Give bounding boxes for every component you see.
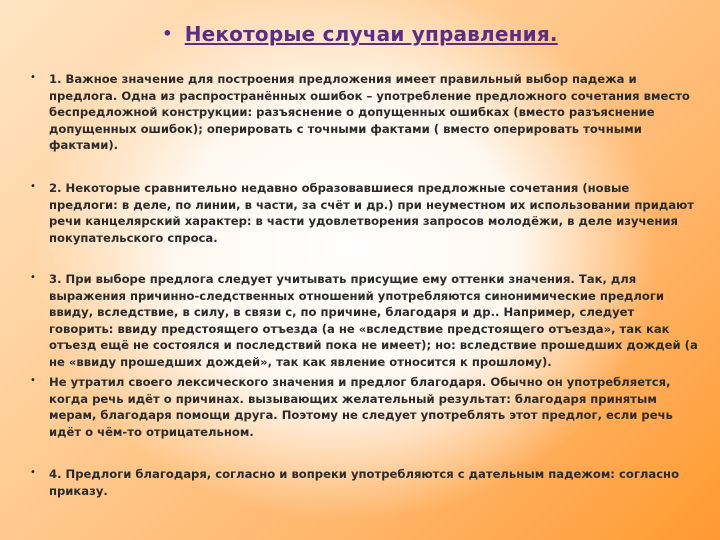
bullet: • <box>30 72 36 83</box>
paragraph-1: 1. Важное значение для построения предложения имеет правильный выбор падежа и предлога. Одна из распространённых ошибок – употребление предложного сочетания вместо беспредложной конструкции: разъяснение о допущенных ошибках (вместо разъяснение допущенных ошибок); оперировать с точными фактами ( вместо оперировать точными фактами). <box>49 72 690 153</box>
bullet: • <box>30 375 36 386</box>
paragraph-2: 2. Некоторые сравнительно недавно образовавшиеся предложные сочетания (новые предлоги: в деле, по линии, в части, за счёт и др.) при неуместном их использовании придают речи канцелярский характер: в части удовлетворения запросов молодёжи, в деле изучения покупательского спроса. <box>49 181 695 245</box>
title-text: Некоторые случаи управления. <box>184 22 558 46</box>
paragraph-5: 4. Предлоги благодаря, согласно и вопреки употребляются с дательным падежом: согласно приказу. <box>49 467 680 498</box>
bullet: • <box>30 181 36 192</box>
title-bullet: • <box>162 24 173 43</box>
bullet: • <box>30 272 36 283</box>
bullet: • <box>30 467 36 478</box>
paragraph-4: Не утратил своего лексического значения и предлог благодаря. Обычно он употребляется, когда речь идёт о причинах. вызывающих желательный результат: благодаря принятым мерам, благодаря помощи друга. Поэтому не следует употреблять этот предлог, если речь идёт о чём-то отрицательном. <box>49 375 673 439</box>
slide-title <box>0 22 720 46</box>
paragraph-3: 3. При выборе предлога следует учитывать присущие ему оттенки значения. Так, для выражения причинно-следственных отношений употребляются синонимические предлоги ввиду, вследствие, в силу, в связи с, по причине, благодаря и др.. Например, следует говорить: ввиду предстоящего отъезда (а не «вследствие предстоящего отъезда», так как отъезд ещё не состоялся и последствий пока не имеет); но: вследствие прошедших дождей (а не «ввиду прошедших дождей», так как явление относится к прошлому). <box>49 272 698 369</box>
